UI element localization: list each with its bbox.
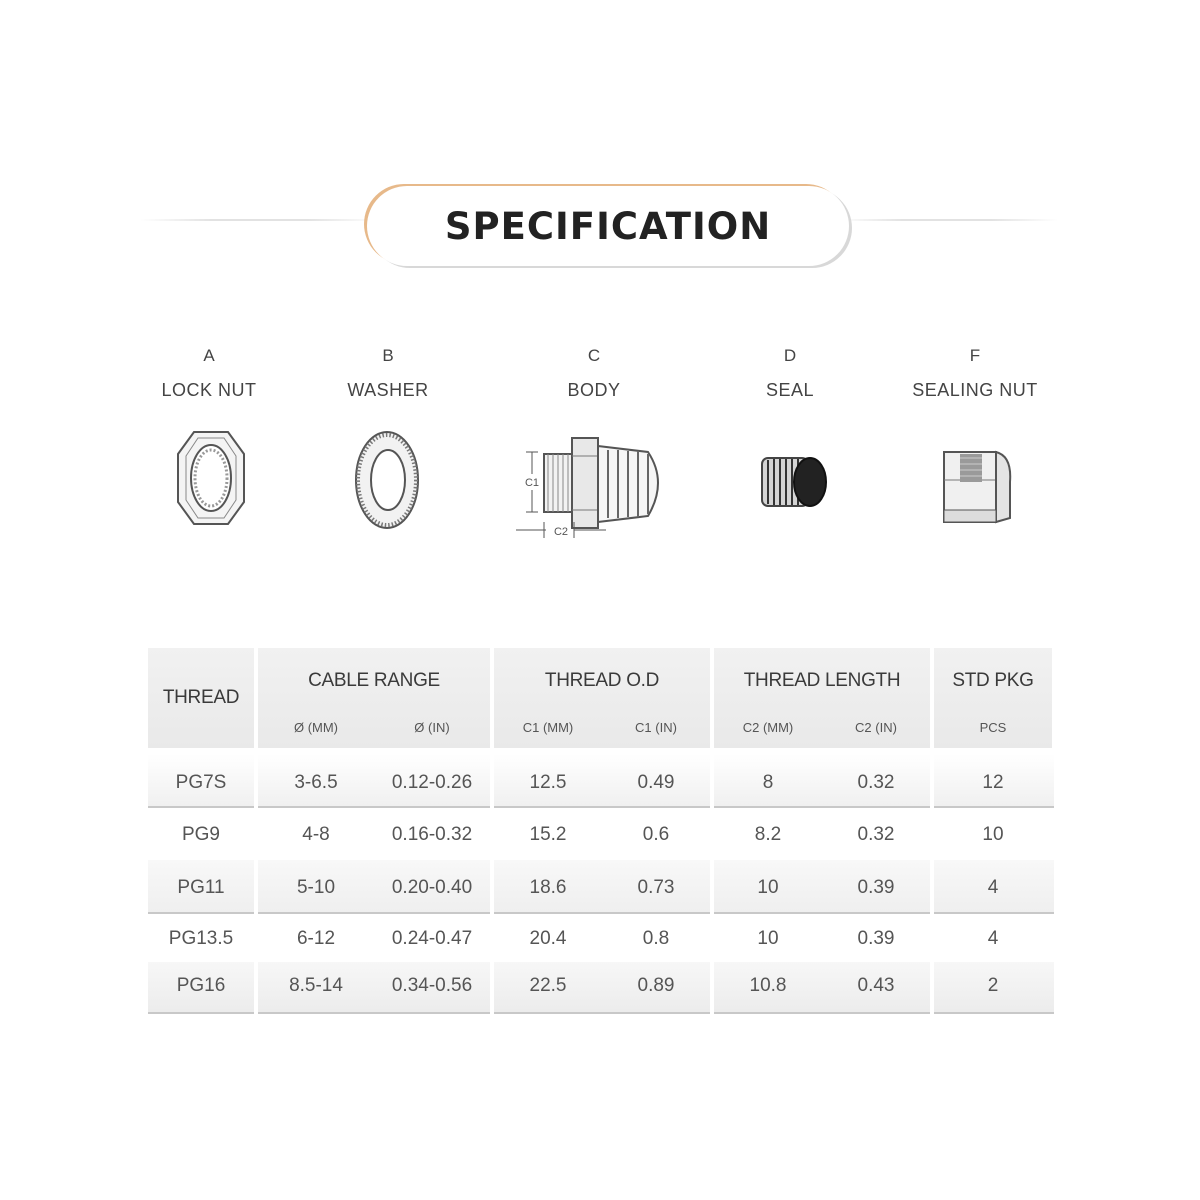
sub-header: C1 (IN) [635, 719, 677, 735]
table-cell: 3-6.5 [294, 772, 338, 793]
part-name: WASHER [347, 380, 429, 400]
table-cell: 10 [757, 928, 779, 949]
group-label: CABLE RANGE [308, 670, 440, 691]
title-divider-left [140, 219, 380, 221]
sub-header: C1 (MM) [522, 719, 574, 735]
table-cell: 0.6 [642, 824, 670, 845]
table-cell: 18.6 [529, 877, 567, 898]
table-cell: 0.20-0.40 [391, 877, 473, 898]
table-cell: 0.12-0.26 [391, 772, 473, 793]
washer-icon [352, 428, 422, 532]
table-cell: 4 [987, 877, 999, 898]
table-cell: PG16 [176, 975, 226, 996]
table-cell: 20.4 [529, 928, 567, 949]
table-cell: 15.2 [529, 824, 567, 845]
table-cell: 12.5 [529, 772, 567, 793]
sub-header: C2 (IN) [855, 719, 897, 735]
part-letter: F [969, 346, 981, 365]
table-cell: PG9 [181, 824, 221, 845]
lock-nut-icon [172, 428, 248, 528]
table-cell: 0.89 [637, 975, 675, 996]
part-name: BODY [567, 380, 621, 400]
title-banner [367, 186, 849, 266]
table-cell: 0.24-0.47 [391, 928, 473, 949]
group-label: THREAD LENGTH [743, 670, 901, 691]
group-label: THREAD O.D [544, 670, 660, 691]
table-cell: 0.16-0.32 [391, 824, 473, 845]
table-cell: 0.49 [637, 772, 675, 793]
table-cell: 4-8 [302, 824, 330, 845]
seal-icon [756, 452, 830, 512]
sub-header: Ø (MM) [293, 719, 339, 735]
table-cell: PG11 [177, 877, 225, 898]
body-dim-c1: C1 [524, 477, 540, 489]
part-name: LOCK NUT [161, 380, 257, 400]
table-cell: 2 [987, 975, 999, 996]
sealing-nut-icon [938, 436, 1014, 528]
spec-table [148, 648, 1054, 1014]
part-c [499, 344, 689, 401]
table-cell: 8 [762, 772, 774, 793]
table-cell: 10 [982, 824, 1004, 845]
part-name: SEAL [765, 380, 815, 400]
page-title: SPECIFICATION [444, 204, 772, 248]
table-cell: 4 [987, 928, 999, 949]
part-letter: D [783, 346, 797, 365]
header-thread: THREAD [162, 687, 240, 708]
table-cell: 0.43 [857, 975, 895, 996]
table-cell: 0.73 [637, 877, 675, 898]
table-cell: 0.34-0.56 [391, 975, 473, 996]
table-cell: 12 [982, 772, 1004, 793]
body-icon [516, 430, 686, 542]
part-letter: A [203, 346, 215, 365]
part-letter: C [587, 346, 601, 365]
sub-header: Ø (IN) [414, 719, 450, 735]
table-cell: 22.5 [529, 975, 567, 996]
title-divider-right [836, 219, 1058, 221]
sub-header: PCS [979, 719, 1007, 735]
table-cell: 0.32 [857, 824, 895, 845]
part-d [695, 344, 885, 401]
header-thread-cell [148, 648, 254, 748]
table-cell: 0.39 [857, 928, 895, 949]
table-cell: 10.8 [749, 975, 787, 996]
table-cell: 0.32 [857, 772, 895, 793]
part-name: SEALING NUT [912, 380, 1038, 400]
part-a [114, 344, 304, 401]
part-b [293, 344, 483, 401]
group-label: STD PKG [952, 670, 1034, 691]
table-cell: 8.5-14 [289, 975, 343, 996]
table-cell: PG13.5 [168, 928, 234, 949]
table-cell: 10 [757, 877, 779, 898]
part-f [880, 344, 1070, 401]
table-cell: PG7S [175, 772, 227, 793]
table-cell: 6-12 [296, 928, 336, 949]
sub-header: C2 (MM) [742, 719, 794, 735]
table-cell: 0.8 [642, 928, 670, 949]
body-dim-c2: C2 [553, 526, 569, 538]
table-cell: 5-10 [296, 877, 336, 898]
table-cell: 0.39 [857, 877, 895, 898]
table-cell: 8.2 [754, 824, 782, 845]
part-letter: B [382, 346, 394, 365]
